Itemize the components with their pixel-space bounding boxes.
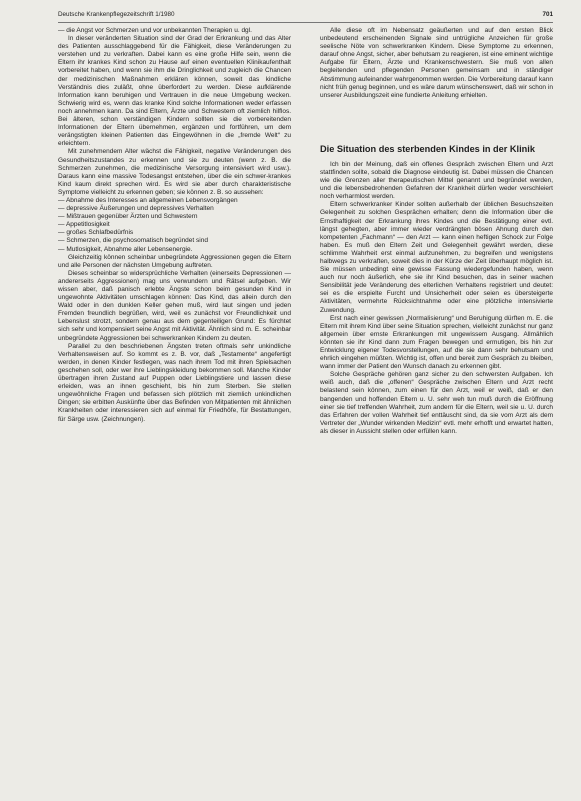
list-item: — Mutlosigkeit, Abnahme aller Lebensenergie.	[58, 246, 291, 254]
journal-title: Deutsche Krankenpflegezeitschrift 1/1980	[58, 11, 175, 18]
list-item: — Schmerzen, die psychosomatisch begründet sind	[58, 237, 291, 245]
list-item: — Mißtrauen gegenüber Ärzten und Schwestern	[58, 213, 291, 221]
section-heading: Die Situation des sterbenden Kindes in der Klinik	[320, 143, 535, 154]
left-column	[58, 27, 291, 424]
page-number: 701	[542, 11, 553, 18]
list-item: — depressive Äußerungen und depressives Verhalten	[58, 205, 291, 213]
list-item: — Appetitlosigkeit	[58, 221, 291, 229]
paragraph: Ich bin der Meinung, daß ein offenes Gespräch zwischen Eltern und Arzt stattfinden sollte, sobald die Diagnose eindeutig ist. Dabei müssen die Chancen wie die Grenzen aller therapeutischen Mittel genannt und begründet werden, und die lebensbedrohenden Gefahren der Krankheit dürfen weder verschleiert noch verharmlost werden.	[320, 160, 553, 201]
paragraph: — die Angst vor Schmerzen und vor unbekannten Therapien u. dgl.	[58, 27, 252, 34]
paragraph: Eltern schwerkranker Kinder sollten außerhalb der üblichen Besuchszeiten Gelegenheit zu solchen Gesprächen erhalten; denn die Information über die Ernsthaftigkeit der Erkrankung ihres Kindes und die Bestätigung einer evtl. längst gehegten, aber immer wieder verdrängten bösen Ahnung durch den kompetenten „Fachmann“ — den Arzt — kann einen heftigen Schock zur Folge haben. Es muß den Eltern Zeit und Gelegenheit gewährt werden, diese schlimme Wahrheit erst einmal aufzunehmen, zu begreifen und wenigstens halbwegs zu verkraften, soweit dies in der Kürze der Zeit überhaupt möglich ist. Sie müssen unbedingt eine gewisse Fassung wiedergefunden haben, wenn auch nur noch äußerlich, ehe sie ihr Kind besuchen, das in seiner wachen Sensibilität jede Veränderung des elterlichen Verhaltens registriert und deutet: sei es die erspielte Furcht und Unsicherheit oder seien es übersteigerte Aktivitäten, vermehrte Rücksichtnahme oder eine plötzliche intensivierte Zuwendung.	[320, 201, 553, 314]
paragraph: Dieses scheinbar so widersprüchliche Verhalten (einerseits Depressionen — andererseits Aggressionen) mag uns verwundern und Rätsel aufgeben. Wir wissen aber, daß panisch erlebte Ängste schon beim gesunden Kind in ungewohnte Aktivitäten umschlagen können: Das Kind, das allein durch den Wald oder in den dunklen Keller gehen muß, wird laut singen und jeden Fremden freundlich begrüßen, wird, weil es zunächst vor Freundlichkeit und Lebenslust strotzt, sondern genau aus dem gegenteiligen Grund: Es fürchtet sich sehr und kompensiert seine Angst mit Aktivität. Ähnlich sind m. E. scheinbar unbegründete Aggressionen bei schwerkranken Kindern zu deuten.	[58, 269, 291, 342]
list-item: — großes Schlafbedürfnis	[58, 229, 291, 237]
paragraph: Mit zunehmendem Alter wächst die Fähigkeit, negative Veränderungen des Gesundheitszustandes zu erkennen und sie zu deuten (wenn z. B. die Schmerzen zunehmen, die medizinische Versorgung intensiviert wird usw.). Daraus kann eine massive Todesangst entstehen, über die ein schwer-krankes Kind kaum direkt sprechen wird. Es wird sie aber durch charakteristische Symptome vielleicht zu erkennen geben; sie können z. B. so aussehen:	[58, 148, 291, 196]
running-header	[58, 10, 553, 23]
column-gap	[320, 100, 553, 144]
paragraph: Alle diese oft im Nebensatz geäußerten und auf den ersten Blick unbedeutend erscheinenden Signale sind untrügliche Anzeichen für große seelische Nöte von schwerkranken Kindern. Diese Symptome zu erkennen, darauf ohne Angst, sicher, aber behutsam zu reagieren, ist eine eminent wichtige Aufgabe für Eltern, Ärzte und Krankenschwestern. Sie muß von allen begleitenden und pflegenden Personen gemeinsam und in ständiger Abstimmung aufeinander wahrgenommen werden. Die Vorbereitung darauf kann nicht früh genug beginnen, und es wäre darum wünschenswert, daß wir schon in unserer Ausbildungszeit eine fundierte Anleitung erhielten.	[320, 27, 553, 99]
paragraph: Gleichzeitig können scheinbar unbegründete Aggressionen gegen die Eltern und alle Personen der nächsten Umgebung auftreten.	[58, 253, 291, 269]
paragraph: Erst nach einer gewissen „Normalisierung“ und Beruhigung dürften m. E. die Eltern mit ihrem Kind über seine Situation sprechen, vielleicht zunächst nur ganz allgemein über ernste Erkrankungen mit ungewissem Ausgang. Allmählich könnten sie ihr Kind dann zum Fragen bewegen und ermutigen, bis hin zur Entwicklung eigener Todesvorstellungen, auf die sie dann sehr behutsam und ehrlich eingehen müßten. Wichtig ist, offen und bereit zum Gespräch zu bleiben, wann immer der Patient den Wunsch danach zu erkennen gibt.	[320, 314, 553, 371]
right-column	[320, 27, 553, 436]
paragraph: Parallel zu den beschriebenen Ängsten treten oftmals sehr unkindliche Verhaltensweisen auf. So kommt es z. B. vor, daß „Testamente“ angefertigt werden, in denen Kinder festlegen, was nach ihrem Tod mit ihren Spielsachen geschehen soll, oder wer ihre Lieblingskleidung bekommen soll. Manche Kinder übertragen ihren Zustand auf Puppen oder Lieblingstiere und lassen diese erleiden, was an ihnen geschieht, bis hin zum Sterben. Sie stellen ungewöhnliche Fragen und befassen sich plötzlich mit ziemlich unkindlichen Dingen; sie erbitten Auskünfte über das Befinden von Mitpatienten mit ähnlichen Krankheiten oder interessieren sich auf einmal für Friedhöfe, für Bestattungen, für Särge usw. (Zeichnungen).	[58, 342, 291, 423]
symptom-list	[58, 197, 291, 254]
paragraph: In dieser veränderten Situation sind der Grad der Erkrankung und das Alter des Patienten ausschlaggebend für die Fähigkeit, diese Veränderungen zu verstehen und zu verkraften. Dabei kann es eine große Hilfe sein, wenn die Eltern ihr krankes Kind schon zu Hause auf einen eventuellen Klinikaufenthalt vorbereitet haben, und wenn sie ihm die Dringlichkeit und zugleich die Chancen der medizinischen Maßnahmen erklären können, soweit das kindliche Verständnis dies zuläßt, ohne überfordert zu werden. Diese aufklärende Information kann beruhigen und Vertrauen in die neue Umgebung wecken. Schwierig wird es, wenn das kranke Kind solche Informationen weder erfassen noch annehmen kann. Da sind Eltern, Ärzte und Schwestern oft ziemlich hilflos. Bei älteren, schon verständigen Kindern sollten sie die vorbereitenden Informationen der Eltern übernehmen, ergänzen und fortführen, um dem verängstigten kleinen Patienten das Eingewöhnen in die „fremde Welt“ zu erleichtern.	[58, 35, 291, 148]
paragraph: Solche Gespräche gehören ganz sicher zu den schwersten Aufgaben. Ich weiß auch, daß die „offenen“ Gespräche zwischen Eltern und Arzt recht belastend sein können, zum einen für den Arzt, weil er weiß, daß er den bangenden und hoffenden Eltern u. U. sehr weh tun muß durch die Eröffnung einer sie tief treffenden Wahrheit, zum andern für die Eltern, weil sie u. U. durch das Erfahren der vollen Wahrheit tief enttäuscht sind, da sie vom Arzt als dem Vertreter der „Wunder wirkenden Medizin“ evtl. mehr erhofft und erwartet hatten, als dieser in Aussicht stellen oder erfüllen kann.	[320, 371, 553, 435]
list-item: — Abnahme des Interesses an allgemeinen Lebensvorgängen	[58, 197, 291, 205]
